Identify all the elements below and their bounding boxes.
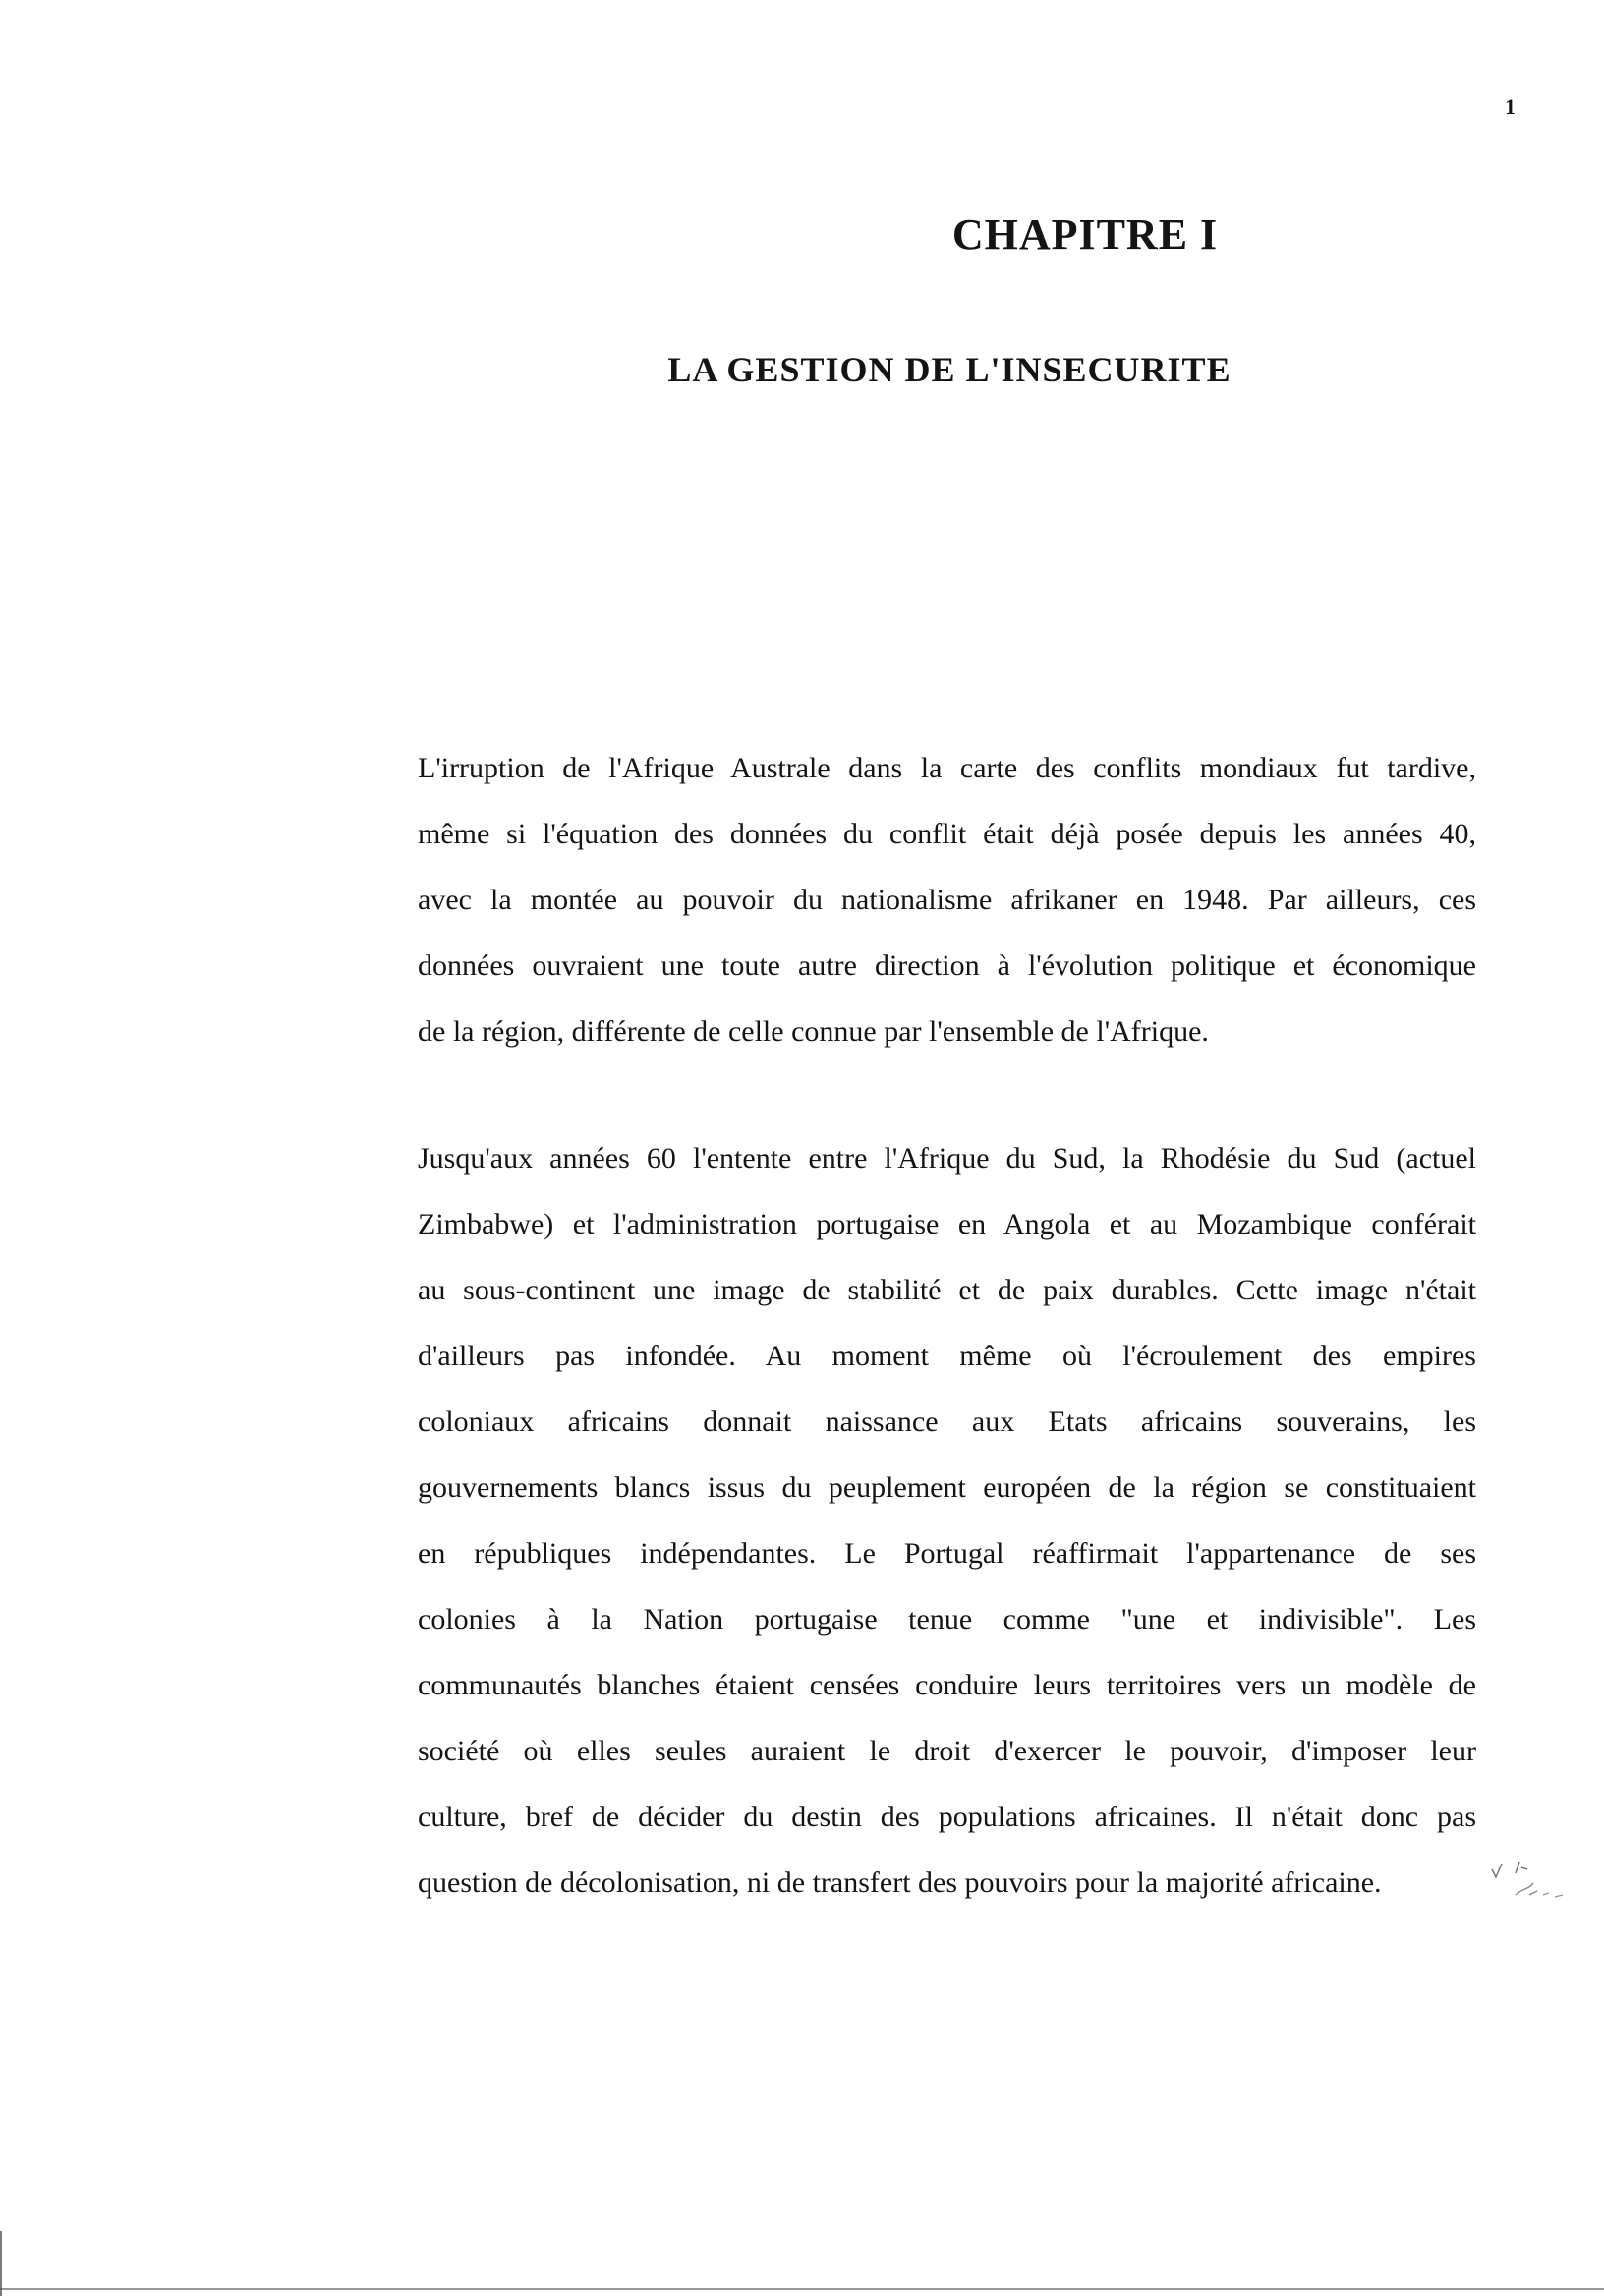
paragraph-1 xyxy=(418,735,1476,1064)
paragraph-line: en républiques indépendantes. Le Portugal réaffirmait l'appartenance de ses xyxy=(418,1537,1476,1570)
paragraph-line: colonies à la Nation portugaise tenue comme "une et indivisible". Les xyxy=(418,1603,1476,1636)
paragraph-line: culture, bref de décider du destin des populations africaines. Il n'était donc pas xyxy=(418,1801,1476,1833)
paragraph-line: L'irruption de l'Afrique Australe dans la carte des conflits mondiaux fut tardive, xyxy=(418,752,1476,784)
paragraph-2 xyxy=(418,1125,1476,1916)
paragraph-line: coloniaux africains donnait naissance aux Etats africains souverains, les xyxy=(418,1406,1476,1438)
paragraph-line: données ouvraient une toute autre direction à l'évolution politique et économique xyxy=(418,949,1476,982)
paragraph-line: d'ailleurs pas infondée. Au moment même où l'écroulement des empires xyxy=(418,1340,1476,1372)
paragraph-line: question de décolonisation, ni de transfert des pouvoirs pour la majorité africaine. xyxy=(418,1866,1382,1899)
paragraph-line: avec la montée au pouvoir du nationalisme afrikaner en 1948. Par ailleurs, ces xyxy=(418,884,1476,916)
chapter-subtitle: LA GESTION DE L'INSECURITE xyxy=(667,350,1232,389)
paragraph-line: même si l'équation des données du conflit était déjà posée depuis les années 40, xyxy=(418,818,1476,850)
paragraph-line: Zimbabwe) et l'administration portugaise en Angola et au Mozambique conférait xyxy=(418,1208,1476,1240)
page-number: 1 xyxy=(1505,94,1516,119)
paragraph-line: au sous-continent une image de stabilité et de paix durables. Cette image n'était xyxy=(418,1274,1476,1306)
scan-edge-left xyxy=(0,2231,2,2296)
paragraph-line: communautés blanches étaient censées conduire leurs territoires vers un modèle de xyxy=(418,1669,1476,1701)
paragraph-line: Jusqu'aux années 60 l'entente entre l'Afrique du Sud, la Rhodésie du Sud (actuel xyxy=(418,1142,1476,1175)
chapter-title: CHAPITRE I xyxy=(951,210,1219,258)
paragraph-line: de la région, différente de celle connue par l'ensemble de l'Afrique. xyxy=(418,1015,1209,1048)
scan-edge-bottom xyxy=(0,2288,1604,2290)
handwritten-margin-mark xyxy=(1486,1856,1575,1910)
paragraph-line: gouvernements blancs issus du peuplement européen de la région se constituaient xyxy=(418,1471,1476,1504)
paragraph-line: société où elles seules auraient le droit d'exercer le pouvoir, d'imposer leur xyxy=(418,1735,1476,1767)
